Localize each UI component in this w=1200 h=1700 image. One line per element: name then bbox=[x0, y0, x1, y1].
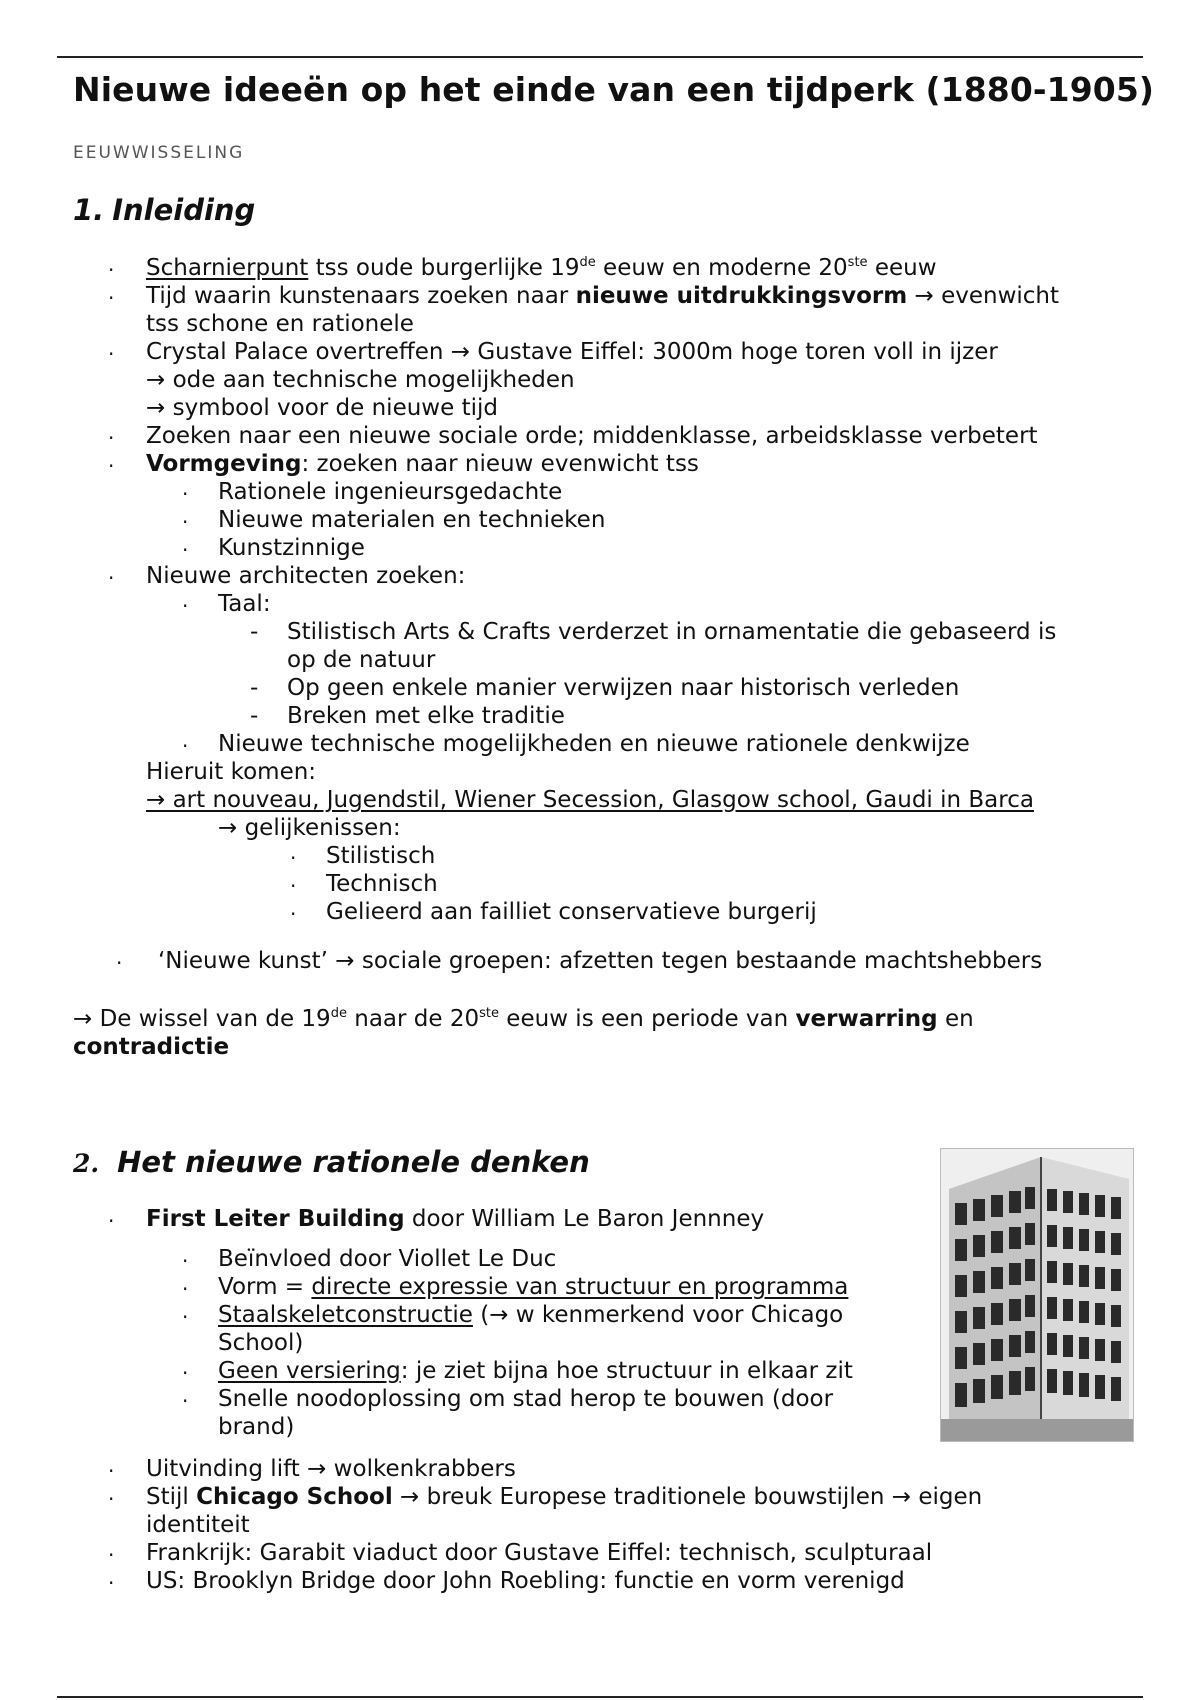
list-item: ‘Nieuwe kunst’ → sociale groepen: afzetten tegen bestaande machtshebbers bbox=[158, 948, 1043, 974]
hieruit-label: Hieruit komen: bbox=[146, 759, 317, 785]
dash-list-item-continuation: op de natuur bbox=[287, 647, 436, 673]
bullet-dot: · bbox=[290, 902, 297, 926]
sub-sub-list-item: Stilistisch bbox=[326, 843, 436, 869]
sub-list-item: Kunstzinnige bbox=[218, 535, 365, 561]
bullet-dot: · bbox=[182, 510, 189, 534]
list-item: Frankrijk: Garabit viaduct door Gustave Eiffel: technisch, sculpturaal bbox=[146, 1540, 933, 1566]
bullet-dot: · bbox=[182, 734, 189, 758]
sub-list-item: Nieuwe technische mogelijkheden en nieuwe rationele denkwijze bbox=[218, 731, 970, 757]
sub-list-item: Snelle noodoplossing om stad herop te bouwen (door bbox=[218, 1386, 834, 1412]
sub-list-item: Rationele ingenieursgedachte bbox=[218, 479, 563, 505]
underlined-term: Scharnierpunt bbox=[146, 255, 309, 281]
sub-list-item: Staalskeletconstructie (→ w kenmerkend voor Chicago bbox=[218, 1302, 844, 1328]
sub-sub-list-item: Technisch bbox=[326, 871, 438, 897]
bullet-dot: · bbox=[108, 1543, 115, 1567]
bullet-dot: · bbox=[182, 1361, 189, 1385]
bullet-dot: · bbox=[290, 846, 297, 870]
bullet-dot: · bbox=[108, 1571, 115, 1595]
top-rule bbox=[57, 56, 1143, 58]
dash-marker: - bbox=[250, 619, 259, 645]
bullet-dot: · bbox=[108, 1459, 115, 1483]
gelijkenissen-label: → gelijkenissen: bbox=[218, 815, 401, 841]
list-item: Nieuwe architecten zoeken: bbox=[146, 563, 466, 589]
bullet-dot: · bbox=[290, 874, 297, 898]
bullet-dot: · bbox=[116, 951, 123, 975]
list-item-continuation: → symbool voor de nieuwe tijd bbox=[146, 395, 498, 421]
section-2-number: 2. bbox=[73, 1149, 100, 1178]
bullet-dot: · bbox=[108, 286, 115, 310]
building-illustration bbox=[941, 1149, 1133, 1441]
list-item-continuation: → ode aan technische mogelijkheden bbox=[146, 367, 575, 393]
sub-list-item-continuation: School) bbox=[218, 1330, 304, 1356]
list-item: First Leiter Building door William Le Baron Jennney bbox=[146, 1206, 765, 1232]
bullet-dot: · bbox=[108, 566, 115, 590]
conclusion-line: → De wissel van de 19de naar de 20ste eeuw is een periode van verwarring en bbox=[73, 1006, 974, 1032]
section-1-title: Inleiding bbox=[112, 193, 256, 227]
list-item: Uitvinding lift → wolkenkrabbers bbox=[146, 1456, 516, 1482]
bullet-dot: · bbox=[182, 1277, 189, 1301]
bullet-dot: · bbox=[108, 342, 115, 366]
dash-list-item: Op geen enkele manier verwijzen naar historisch verleden bbox=[287, 675, 960, 701]
list-item-continuation: tss schone en rationele bbox=[146, 311, 414, 337]
bullet-dot: · bbox=[182, 1305, 189, 1329]
list-item: Zoeken naar een nieuwe sociale orde; middenklasse, arbeidsklasse verbetert bbox=[146, 423, 1038, 449]
dash-marker: - bbox=[250, 675, 259, 701]
list-item: US: Brooklyn Bridge door John Roebling: functie en vorm verenigd bbox=[146, 1568, 905, 1594]
list-item-continuation: identiteit bbox=[146, 1512, 250, 1538]
bullet-dot: · bbox=[182, 594, 189, 618]
dash-list-item: Breken met elke traditie bbox=[287, 703, 565, 729]
section-kicker: EEUWWISSELING bbox=[73, 143, 245, 163]
section-2-heading bbox=[73, 1145, 590, 1179]
sub-list-item: Taal: bbox=[218, 591, 271, 617]
sub-list-item-continuation: brand) bbox=[218, 1414, 295, 1440]
sub-list-item: Nieuwe materialen en technieken bbox=[218, 507, 606, 533]
section-2-title: Het nieuwe rationele denken bbox=[117, 1145, 590, 1179]
document-title: Nieuwe ideeën op het einde van een tijdperk (1880-1905) bbox=[73, 70, 1155, 109]
sub-list-item: Geen versiering: je ziet bijna hoe structuur in elkaar zit bbox=[218, 1358, 853, 1384]
movements-line: → art nouveau, Jugendstil, Wiener Secession, Glasgow school, Gaudi in Barca bbox=[146, 787, 1034, 813]
bullet-dot: · bbox=[108, 1209, 115, 1233]
dash-list-item: Stilistisch Arts & Crafts verderzet in ornamentatie die gebaseerd is bbox=[287, 619, 1057, 645]
sub-sub-list-item: Gelieerd aan failliet conservatieve burgerij bbox=[326, 899, 817, 925]
sub-list-item: Beïnvloed door Viollet Le Duc bbox=[218, 1246, 557, 1272]
list-item: Stijl Chicago School → breuk Europese traditionele bouwstijlen → eigen bbox=[146, 1484, 983, 1510]
leiter-building-photo bbox=[940, 1148, 1134, 1442]
bullet-dot: · bbox=[182, 482, 189, 506]
bullet-dot: · bbox=[108, 258, 115, 282]
section-1-number: 1. bbox=[73, 193, 105, 227]
list-item: Crystal Palace overtreffen → Gustave Eiffel: 3000m hoge toren voll in ijzer bbox=[146, 339, 998, 365]
bullet-dot: · bbox=[182, 538, 189, 562]
bullet-dot: · bbox=[108, 1487, 115, 1511]
bottom-rule bbox=[57, 1696, 1143, 1698]
sub-list-item: Vorm = directe expressie van structuur en programma bbox=[218, 1274, 849, 1300]
list-item: Vormgeving: zoeken naar nieuw evenwicht tss bbox=[146, 451, 699, 477]
bullet-dot: · bbox=[108, 454, 115, 478]
bullet-dot: · bbox=[182, 1249, 189, 1273]
bullet-dot: · bbox=[108, 426, 115, 450]
conclusion-continuation: contradictie bbox=[73, 1034, 230, 1060]
list-item: Tijd waarin kunstenaars zoeken naar nieuwe uitdrukkingsvorm → evenwicht bbox=[146, 283, 1060, 309]
dash-marker: - bbox=[250, 703, 259, 729]
section-1-heading bbox=[73, 193, 255, 227]
bullet-dot: · bbox=[182, 1389, 189, 1413]
list-item: Scharnierpunt tss oude burgerlijke 19de eeuw en moderne 20ste eeuw bbox=[146, 255, 937, 281]
